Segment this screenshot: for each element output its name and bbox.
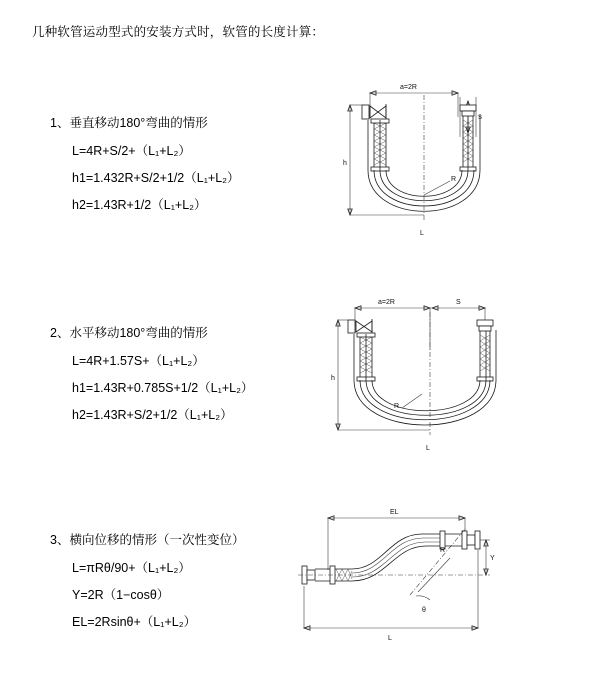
svg-text:h: h <box>343 160 347 167</box>
section-1-formula-2: h1=1.432R+S/2+1/2（L₁+L₂） <box>72 171 240 185</box>
section-2-text-block <box>50 323 300 432</box>
section-3-text-block <box>50 530 300 639</box>
horizontal-180-bend-diagram <box>310 290 520 480</box>
section-2-formula-3: h2=1.43R+S/2+1/2（L₁+L₂） <box>72 408 233 422</box>
svg-text:L: L <box>426 445 430 452</box>
section-3-formula-1: L=πRθ/90+（L₁+L₂） <box>72 561 191 575</box>
section-1-heading: 1、垂直移动180°弯曲的情形 <box>50 116 208 130</box>
section-lateral-displacement <box>0 500 600 660</box>
section-1-formula-3: h2=1.43R+1/2（L₁+L₂） <box>72 198 207 212</box>
svg-text:h: h <box>331 375 335 382</box>
svg-text:a=2R: a=2R <box>378 299 395 306</box>
svg-text:S: S <box>456 299 461 306</box>
svg-text:R: R <box>394 403 400 410</box>
svg-text:R: R <box>440 547 446 554</box>
lateral-displacement-diagram <box>290 500 520 650</box>
svg-text:S: S <box>478 115 483 121</box>
svg-text:EL: EL <box>390 509 399 516</box>
svg-text:θ: θ <box>422 607 426 614</box>
svg-text:Y: Y <box>490 555 495 562</box>
section-2-heading: 2、水平移动180°弯曲的情形 <box>50 326 208 340</box>
svg-text:L: L <box>388 635 392 642</box>
section-2-formula-1: L=4R+1.57S+（L₁+L₂） <box>72 354 205 368</box>
section-1-text-block <box>50 113 300 222</box>
svg-text:L: L <box>420 230 424 237</box>
page-title: 几种软管运动型式的安装方式时，软管的长度计算： <box>32 25 325 39</box>
section-1-formula-1: L=4R+S/2+（L₁+L₂） <box>72 144 191 158</box>
svg-text:R: R <box>451 176 457 183</box>
section-vertical-180-bend <box>0 75 600 265</box>
section-3-formula-3: EL=2Rsinθ+（L₁+L₂） <box>72 615 197 629</box>
section-3-heading: 3、横向位移的情形（一次性变位） <box>50 533 245 547</box>
section-horizontal-180-bend <box>0 285 600 475</box>
section-3-formula-2: Y=2R（1−cosθ） <box>72 588 170 602</box>
section-2-formula-2: h1=1.43R+0.785S+1/2（L₁+L₂） <box>72 381 254 395</box>
vertical-180-bend-diagram <box>310 75 520 265</box>
svg-text:a=2R: a=2R <box>400 84 417 91</box>
